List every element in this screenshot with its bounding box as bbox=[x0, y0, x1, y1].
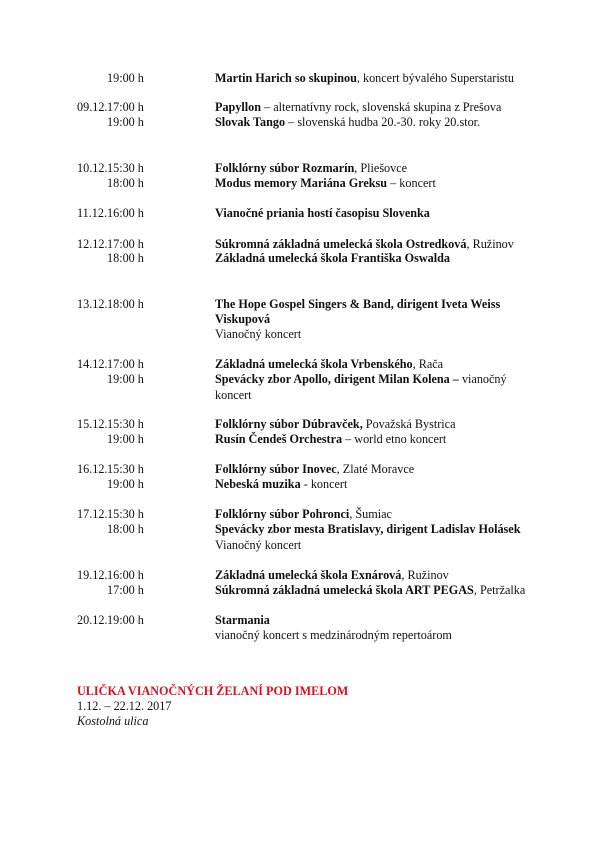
event-details: Považská Bystrica bbox=[362, 417, 456, 431]
schedule-row bbox=[0, 417, 600, 432]
event-time: 17:00 h bbox=[107, 237, 144, 251]
event-time: 17:00 h bbox=[107, 100, 144, 114]
event-time: 17:00 h bbox=[107, 357, 144, 371]
event-time: 19:00 h bbox=[107, 477, 144, 491]
event-description bbox=[215, 432, 446, 447]
event-time: 16:00 h bbox=[107, 568, 144, 582]
event-details: – koncert bbox=[387, 176, 436, 190]
event-performer: Súkromná základná umelecká škola Ostredková bbox=[215, 237, 467, 251]
event-description bbox=[215, 161, 407, 176]
event-details: - koncert bbox=[300, 477, 348, 491]
schedule-row bbox=[0, 176, 600, 191]
schedule-row bbox=[0, 628, 600, 643]
event-description bbox=[215, 388, 252, 403]
event-description bbox=[215, 538, 301, 553]
schedule-row bbox=[0, 522, 600, 537]
event-date: 12.12. bbox=[77, 237, 108, 251]
event-description bbox=[215, 327, 301, 342]
event-date: 13.12. bbox=[77, 297, 108, 311]
event-time: 17:00 h bbox=[107, 583, 144, 597]
event-description bbox=[215, 115, 480, 130]
schedule-row bbox=[0, 161, 600, 176]
event-time: 19:00 h bbox=[107, 613, 144, 627]
event-performer: Nebeská muzika bbox=[215, 477, 301, 491]
event-description bbox=[215, 613, 270, 628]
event-description bbox=[215, 71, 514, 86]
event-time: 19:00 h bbox=[107, 432, 144, 446]
event-description bbox=[215, 583, 525, 598]
schedule-row bbox=[0, 237, 600, 252]
event-performer: Starmania bbox=[215, 613, 270, 627]
schedule-row bbox=[0, 477, 600, 492]
schedule-row bbox=[0, 71, 600, 86]
schedule-row bbox=[0, 432, 600, 447]
event-description bbox=[215, 176, 436, 191]
event-description bbox=[215, 312, 270, 327]
event-description bbox=[215, 568, 449, 583]
event-performer: Martin Harich so skupinou bbox=[215, 71, 357, 85]
event-date: 17.12. bbox=[77, 507, 108, 521]
event-details: – world etno koncert bbox=[342, 432, 447, 446]
event-description bbox=[215, 251, 450, 266]
event-time: 18:00 h bbox=[107, 251, 144, 265]
schedule-row bbox=[0, 312, 600, 327]
event-description bbox=[215, 507, 392, 522]
event-details: , Ružinov bbox=[466, 237, 514, 251]
event-description bbox=[215, 417, 456, 432]
event-details: – alternatívny rock, slovenská skupina z Prešova bbox=[261, 100, 502, 114]
event-details: vianočný bbox=[458, 372, 507, 386]
section-dates: 1.12. – 22.12. 2017 bbox=[77, 699, 172, 713]
event-date: 16.12. bbox=[77, 462, 108, 476]
event-time: 18:00 h bbox=[107, 176, 144, 190]
event-performer: Folklórny súbor Rozmarín bbox=[215, 161, 355, 175]
event-details: , Rača bbox=[412, 357, 444, 371]
event-details: , Šumiac bbox=[349, 507, 392, 521]
event-performer: Základná umelecká škola Františka Oswalda bbox=[215, 251, 450, 265]
event-description bbox=[215, 206, 430, 221]
schedule-row bbox=[0, 538, 600, 553]
event-time: 19:00 h bbox=[107, 71, 144, 85]
event-date: 19.12. bbox=[77, 568, 108, 582]
event-date: 14.12. bbox=[77, 357, 108, 371]
schedule-row bbox=[0, 115, 600, 130]
event-performer: Základná umelecká škola Exnárová bbox=[215, 568, 402, 582]
event-time: 18:00 h bbox=[107, 297, 144, 311]
event-details: , Pliešovce bbox=[354, 161, 408, 175]
event-description bbox=[215, 357, 443, 372]
event-performer: Vianočné priania hostí časopisu Slovenka bbox=[215, 206, 430, 220]
event-performer: The Hope Gospel Singers & Band, dirigent Iveta Weiss bbox=[215, 297, 501, 311]
schedule-row bbox=[0, 327, 600, 342]
event-performer: Folklórny súbor Dúbravček, bbox=[215, 417, 363, 431]
event-performer: Rusín Čendeš Orchestra bbox=[215, 432, 343, 446]
event-description bbox=[215, 522, 521, 537]
event-details: , Ružinov bbox=[401, 568, 449, 582]
event-details: , Petržalka bbox=[473, 583, 526, 597]
event-description bbox=[215, 628, 452, 643]
event-date: 10.12. bbox=[77, 161, 108, 175]
event-details: vianočný koncert s medzinárodným repertoárom bbox=[215, 628, 452, 642]
schedule-row bbox=[0, 568, 600, 583]
event-performer: Papyllon bbox=[215, 100, 262, 114]
event-performer: Viskupová bbox=[215, 312, 271, 326]
event-date: 11.12. bbox=[77, 206, 108, 220]
event-description bbox=[215, 297, 500, 312]
event-performer: Spevácky zbor Apollo, dirigent Milan Kolena – bbox=[215, 372, 459, 386]
event-details: koncert bbox=[215, 388, 252, 402]
event-time: 15:30 h bbox=[107, 417, 144, 431]
event-description bbox=[215, 462, 414, 477]
event-time: 19:00 h bbox=[107, 372, 144, 386]
event-description bbox=[215, 477, 347, 492]
event-date: 09.12. bbox=[77, 100, 108, 114]
event-performer: Základná umelecká škola Vrbenského bbox=[215, 357, 413, 371]
event-description bbox=[215, 372, 507, 387]
event-description bbox=[215, 237, 514, 252]
event-details: – slovenská hudba 20.-30. roky 20.stor. bbox=[285, 115, 481, 129]
event-time: 15:30 h bbox=[107, 161, 144, 175]
event-performer: Folklórny súbor Inovec bbox=[215, 462, 337, 476]
event-time: 19:00 h bbox=[107, 115, 144, 129]
event-performer: Folklórny súbor Pohronci bbox=[215, 507, 350, 521]
event-details: Vianočný koncert bbox=[215, 538, 302, 552]
event-details: , Zlaté Moravce bbox=[336, 462, 415, 476]
event-details: , koncert bývalého Superstaristu bbox=[356, 71, 514, 85]
event-date: 20.12. bbox=[77, 613, 108, 627]
schedule-row bbox=[0, 462, 600, 477]
schedule-row bbox=[0, 357, 600, 372]
event-time: 18:00 h bbox=[107, 522, 144, 536]
schedule-row bbox=[0, 100, 600, 115]
event-date: 15.12. bbox=[77, 417, 108, 431]
event-details: Vianočný koncert bbox=[215, 327, 302, 341]
event-performer: Súkromná základná umelecká škola ART PEGAS bbox=[215, 583, 474, 597]
event-performer: Modus memory Mariána Greksu bbox=[215, 176, 388, 190]
event-performer: Slovak Tango bbox=[215, 115, 286, 129]
event-description bbox=[215, 100, 501, 115]
schedule-row bbox=[0, 613, 600, 628]
schedule-row bbox=[0, 251, 600, 266]
schedule-row bbox=[0, 206, 600, 221]
schedule-row bbox=[0, 388, 600, 403]
schedule-row bbox=[0, 583, 600, 598]
section-location: Kostolná ulica bbox=[77, 714, 149, 728]
event-time: 15:30 h bbox=[107, 462, 144, 476]
schedule-row bbox=[0, 507, 600, 522]
schedule-row bbox=[0, 297, 600, 312]
event-performer: Spevácky zbor mesta Bratislavy, dirigent Ladislav Holásek bbox=[215, 522, 521, 536]
schedule-row bbox=[0, 372, 600, 387]
section-title: ULIČKA VIANOČNÝCH ŽELANÍ POD IMELOM bbox=[77, 684, 349, 698]
event-time: 16:00 h bbox=[107, 206, 144, 220]
event-time: 15:30 h bbox=[107, 507, 144, 521]
